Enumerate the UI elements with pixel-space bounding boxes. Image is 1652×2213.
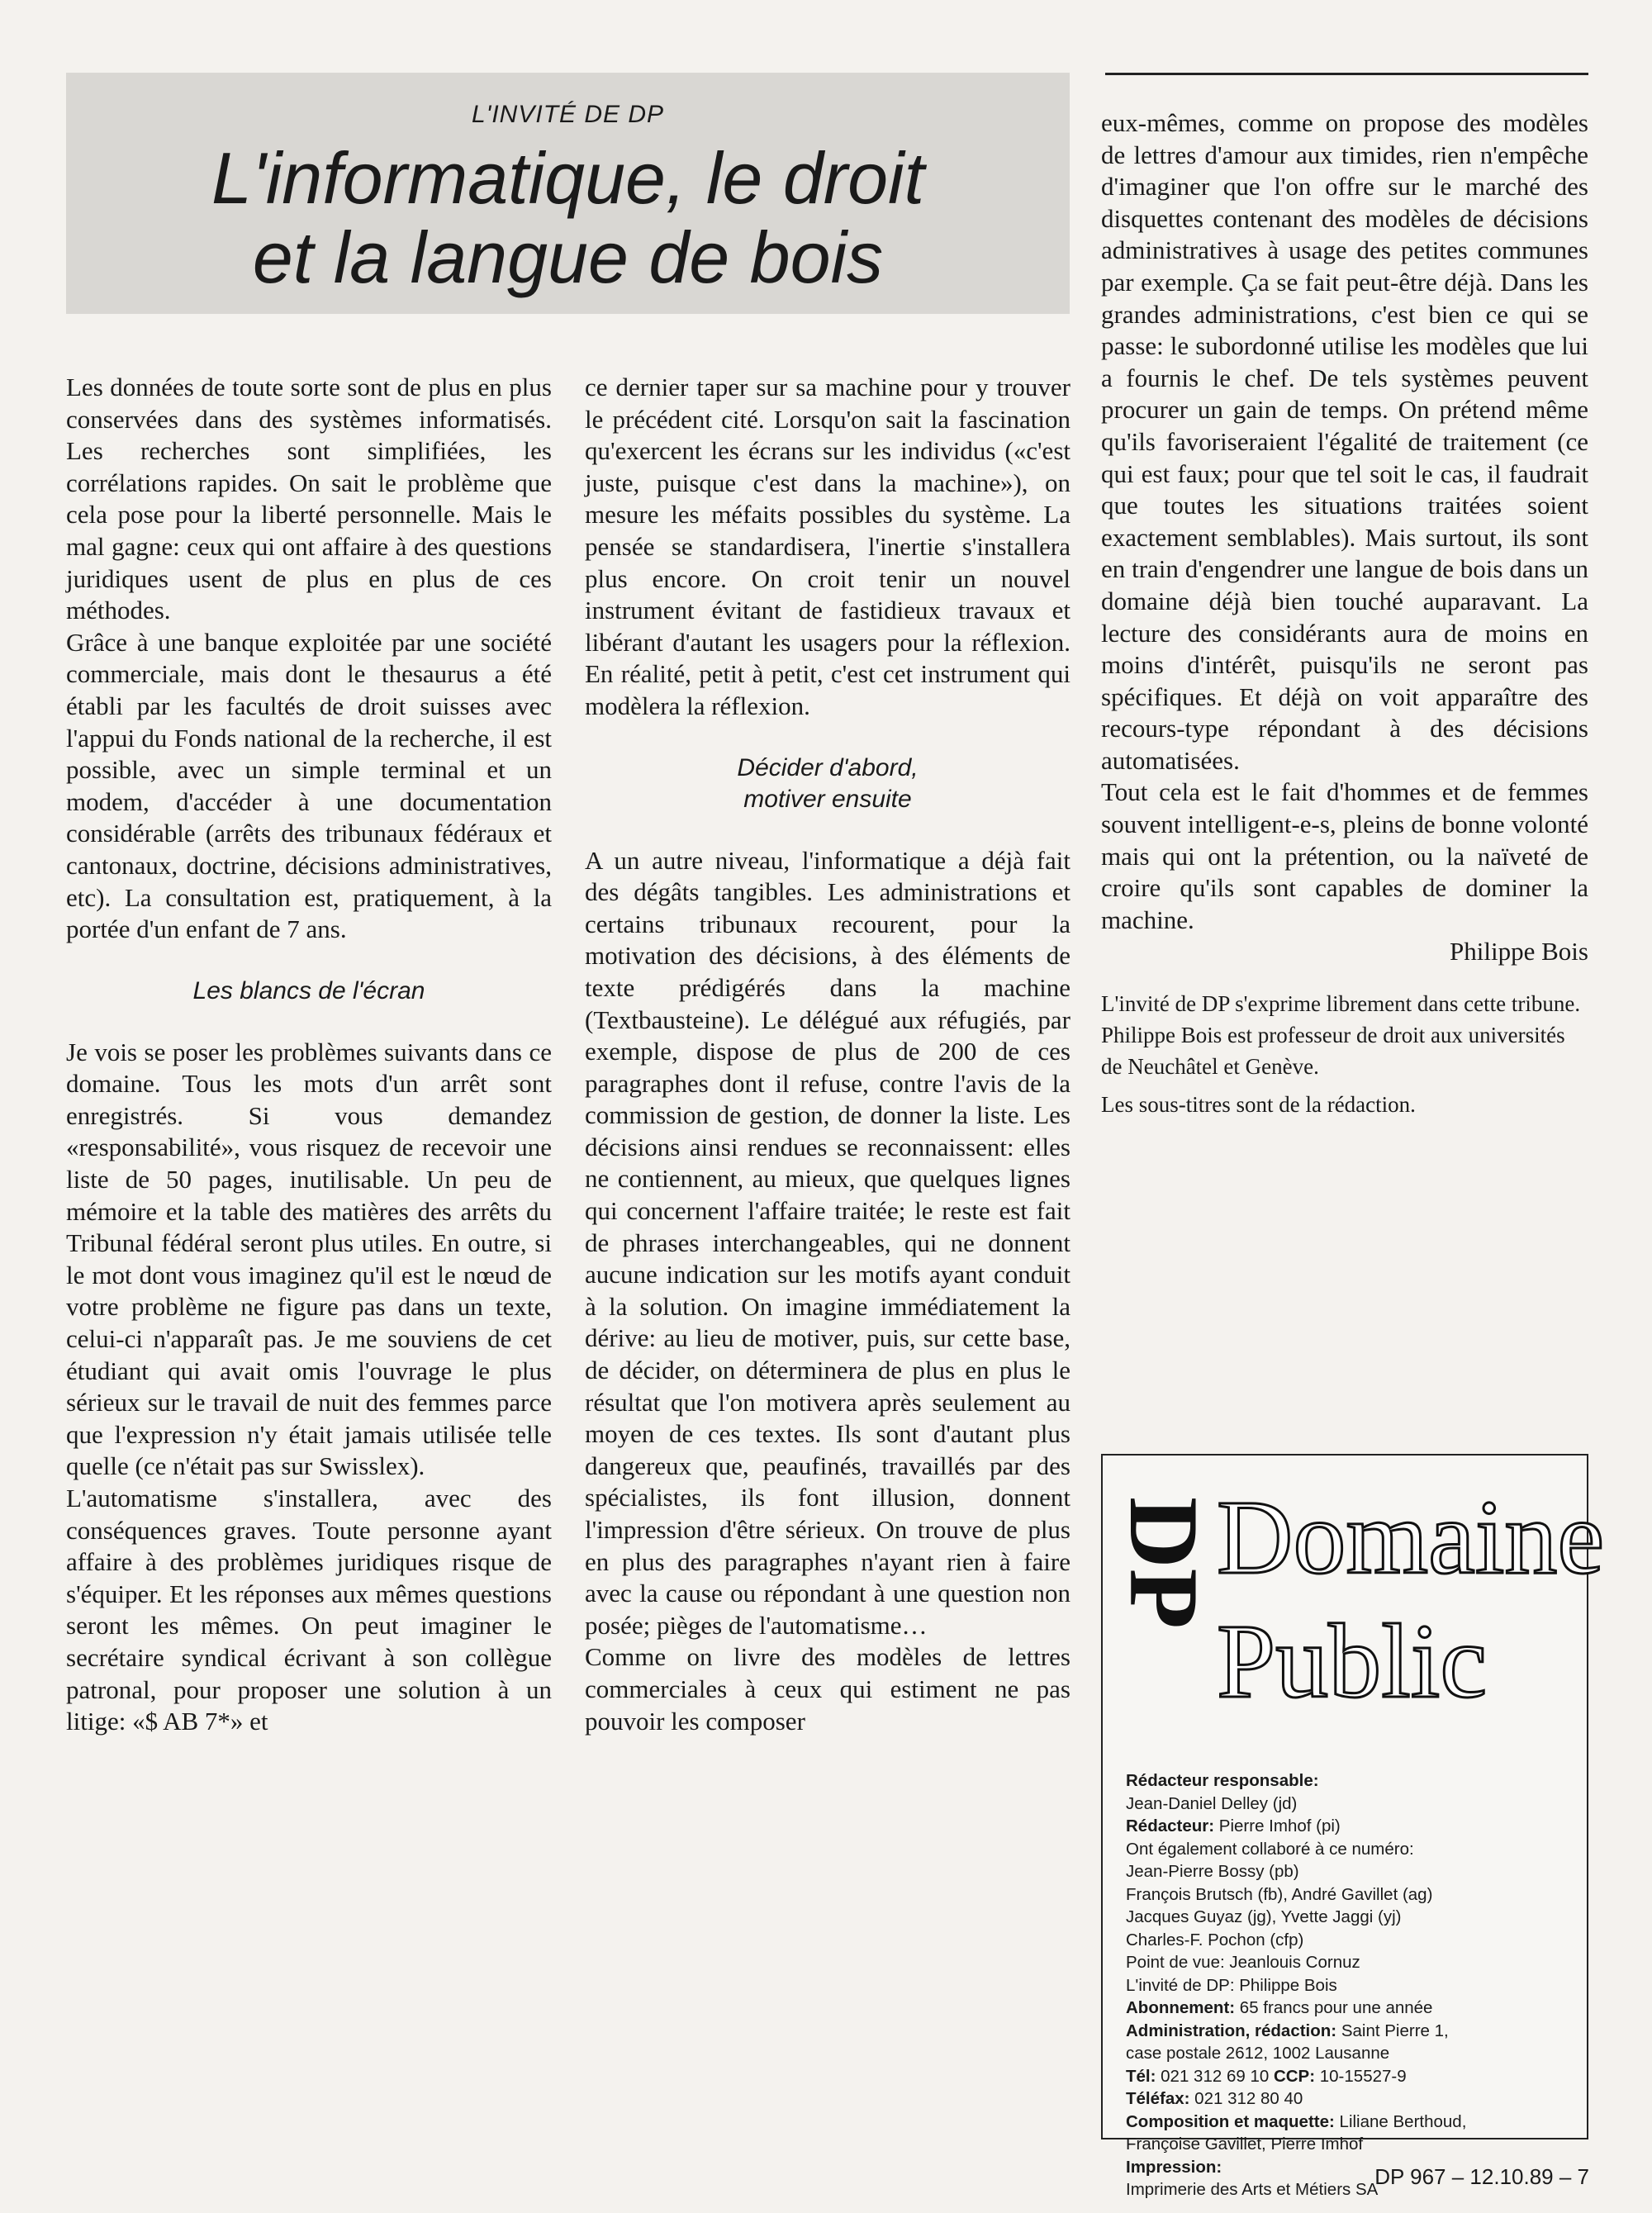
credit-line	[1126, 2042, 1577, 2065]
subheading	[585, 753, 1070, 815]
credit-line	[1126, 2020, 1577, 2043]
credit-label: Administration, rédaction:	[1126, 2021, 1337, 2040]
credit-value: L'invité de DP: Philippe Bois	[1126, 1975, 1337, 1995]
credit-line	[1126, 1860, 1577, 1883]
credit-label: Abonnement:	[1126, 1998, 1236, 2017]
paragraph: ce dernier taper sur sa machine pour y trouver le précédent cité. Lorsqu'on sait la fascination qu'exercent les écrans sur les individus («c'est juste, puisque c'est dans la machine»), on mesure les méfaits possibles du système. La pensée se standardisera, l'inertie s'installera plus encore. On croit tenir un nouvel instrument évitant de fastidieux travaux et libérant d'autant les usagers pour la réflexion. En réalité, petit à petit, c'est cet instrument qui modèlera la réflexion.	[585, 373, 1070, 720]
credit-value: 021 312 69 10	[1156, 2066, 1274, 2086]
paragraph: Grâce à une banque exploitée par une société commerciale, mais dont le thesaurus a été établi par les facultés de droit suisses avec l'appui du Fonds national de la recherche, il est possible, avec un simple terminal et un modem, d'accéder à une documentation considérable (arrêts des tribunaux fédéraux et cantonaux, doctrine, décisions administratives, etc). La consultation est, pratiquement, à la portée d'un enfant de 7 ans.	[66, 627, 552, 944]
paragraph: Je vois se poser les problèmes suivants dans ce domaine. Tous les mots d'un arrêt sont enregistrés. Si vous demandez «responsabilité», vous risquez de recevoir une liste de 50 pages, inutilisable. Un peu de mémoire et la table des matières des arrêts du Tribunal fédéral seront plus utiles. En outre, si le mot dont vous imaginez qu'il est le nœud de votre problème ne figure pas dans un texte, celui-ci n'apparaît pas. Je me souviens de cet étudiant qui avait omis l'ouvrage le plus sérieux sur le travail de nuit des femmes parce que l'expression n'y était jamais utilisée telle quelle (ce n'était pas sur Swisslex).	[66, 1037, 552, 1481]
credit-value: 65 francs pour une année	[1235, 1998, 1433, 2017]
column-2	[585, 372, 1070, 1737]
headline-line-2: et la langue de bois	[252, 216, 884, 298]
kicker: L'INVITÉ DE DP	[471, 101, 665, 128]
credit-line	[1126, 1815, 1577, 1838]
paragraph: Tout cela est le fait d'hommes et de femmes souvent intelligent-e-s, pleins de bonne volonté mais qui ont la prétention, ou la naïveté de croire qu'ils sont capables de dominer la machine.	[1101, 777, 1588, 934]
author-signature: Philippe Bois	[1450, 937, 1588, 966]
credit-line	[1126, 2133, 1577, 2156]
credit-value: Françoise Gavillet, Pierre Imhof	[1126, 2135, 1364, 2154]
credit-label: Impression:	[1126, 2157, 1222, 2177]
credit-value: Ont également collaboré à ce numéro:	[1126, 1839, 1414, 1859]
headline	[66, 139, 1070, 297]
credit-line	[1126, 1929, 1577, 1952]
column-3	[1101, 107, 1588, 1120]
credit-line	[1126, 2065, 1577, 2088]
credit-value: Charles-F. Pochon (cfp)	[1126, 1930, 1304, 1949]
credit-line	[1126, 1906, 1577, 1929]
wordmark-domaine: Domaine	[1217, 1479, 1605, 1596]
credit-label: Téléfax:	[1126, 2089, 1190, 2108]
credit-value: Saint Pierre 1,	[1336, 2021, 1449, 2040]
credit-value: Jacques Guyaz (jg), Yvette Jaggi (yj)	[1126, 1907, 1402, 1926]
article-header	[66, 73, 1070, 314]
credit-line	[1126, 1883, 1577, 1907]
paragraph: Comme on livre des modèles de lettres commerciales à ceux qui estiment ne pas pouvoir les composer	[585, 1642, 1070, 1736]
domaine-public-wordmark	[1217, 1474, 1605, 1730]
dp-logo-text: DP	[1109, 1497, 1219, 1629]
credit-line	[1126, 2111, 1577, 2134]
credit-line	[1126, 1838, 1577, 1861]
credit-value: Imprimerie des Arts et Métiers SA	[1126, 2180, 1379, 2199]
credit-line	[1126, 1974, 1577, 1997]
credit-value: Liliane Berthoud,	[1334, 2111, 1467, 2131]
credit-value: 021 312 80 40	[1189, 2089, 1303, 2108]
paragraph: eux-mêmes, comme on propose des modèles de lettres d'amour aux timides, rien n'empêche d'imaginer que l'on offre sur le marché des disquettes contenant des modèles de décisions administratives à usage des petites communes par exemple. Ça se fait peut-être déjà. Dans les grandes administrations, c'est bien ce qui se passe: le subordonné utilise les modèles que lui a fournis le chef. De tels systèmes peuvent procurer un gain de temps. On prétend même qu'ils favoriseraient l'égalité de traitement (ce qui est faux; pour que tel soit le cas, il faudrait que toutes les situations traitées soient exactement semblables). Mais surtout, ils sont en train d'engendrer une langue de bois dans un domaine déjà bien touché auparavant. La lecture des considérants aura de moins en moins d'intérêt, puisqu'ils ne seront pas spécifiques. Et déjà on voit apparaître des recours-type répondant à des décisions automatisées.	[1101, 108, 1588, 775]
credit-label: Tél:	[1126, 2066, 1156, 2086]
credit-line	[1126, 1793, 1577, 1816]
subheading: Les blancs de l'écran	[192, 976, 425, 1004]
dp-logo-letters	[1109, 1489, 1219, 1736]
credit-value: case postale 2612, 1002 Lausanne	[1126, 2044, 1390, 2063]
column-1	[66, 372, 552, 1738]
paragraph: L'automatisme s'installera, avec des conséquences graves. Toute personne ayant affaire à des problèmes juridiques risque de s'équiper. Et les réponses aux mêmes questions seront les mêmes. On peut imaginer le secrétaire syndical écrivant à son collègue patronal, pour proposer une solution à un litige: «$ AB 7*» et	[66, 1484, 552, 1736]
credit-value: François Brutsch (fb), André Gavillet (ag)	[1126, 1884, 1433, 1904]
wordmark-public: Public	[1217, 1603, 1488, 1720]
credit-value: Jean-Daniel Delley (jd)	[1126, 1793, 1298, 1813]
credit-label: Rédacteur responsable:	[1126, 1771, 1319, 1790]
subheading-line-2: motiver ensuite	[743, 785, 912, 813]
credit-value: Pierre Imhof (pi)	[1214, 1816, 1341, 1835]
headline-line-1: L'informatique, le droit	[211, 137, 925, 219]
credit-label: Rédacteur:	[1126, 1816, 1215, 1835]
paragraph: Les données de toute sorte sont de plus en plus conservées dans des systèmes informatisés. Les recherches sont simplifiées, les corrélations rapides. On sait le problème que cela pose pour la liberté personnelle. Mais le mal gagne: ceux qui ont affaire à des questions juridiques usent de plus en plus de ces méthodes.	[66, 373, 552, 625]
credit-label: Composition et maquette:	[1126, 2111, 1335, 2131]
page-folio: DP 967 – 12.10.89 – 7	[1374, 2164, 1589, 2189]
subheading-line-1: Décider d'abord,	[737, 753, 919, 781]
credit-line	[1126, 1769, 1577, 1793]
credit-label: CCP:	[1273, 2066, 1316, 2086]
column-rule	[1105, 73, 1588, 75]
paragraph: A un autre niveau, l'informatique a déjà fait des dégâts tangibles. Les administrations et certains tribunaux recourent, pour la motivation des décisions, à des éléments de texte prédigérés dans la machine (Textbausteine). Le délégué aux réfugiés, par exemple, dispose de plus de 200 de ces paragraphes dont il refuse, contre l'avis de la commission de gestion, de donner la liste. Les décisions ainsi rendues se reconnaissent: elles ne contiennent, au mieux, que quelques lignes qui concernent l'affaire traitée; le reste est fait de phrases interchangeables, qui ne donnent aucune indication sur les motifs ayant conduit à la solution. On imagine immédiatement la dérive: au lieu de motiver, puis, sur cette base, de décider, on déterminera de plus en plus le résultat que l'on motivera après seulement au moyen de ces textes. Ils sont d'autant plus dangereux que, peaufinés, travaillés par des spécialistes, ils font illusion, donnent l'impression d'être sérieux. On trouve de plus en plus des paragraphes n'ayant rien à faire avec la cause ou répondant à une question non posée; pièges de l'automatisme…	[585, 845, 1070, 1640]
credit-value: Point de vue: Jeanlouis Cornuz	[1126, 1953, 1360, 1972]
credit-line	[1126, 1997, 1577, 2020]
author-note: L'invité de DP s'exprime librement dans cette tribune. Philippe Bois est professeur de droit aux universités de Neuchâtel et Genève.	[1101, 991, 1581, 1080]
editorial-note: Les sous-titres sont de la rédaction.	[1101, 1092, 1416, 1118]
credit-value: Jean-Pierre Bossy (pb)	[1126, 1862, 1299, 1881]
credits-list	[1126, 1769, 1577, 2201]
credit-line	[1126, 2087, 1577, 2111]
credit-value: 10-15527-9	[1315, 2066, 1407, 2086]
credit-line	[1126, 1951, 1577, 1974]
